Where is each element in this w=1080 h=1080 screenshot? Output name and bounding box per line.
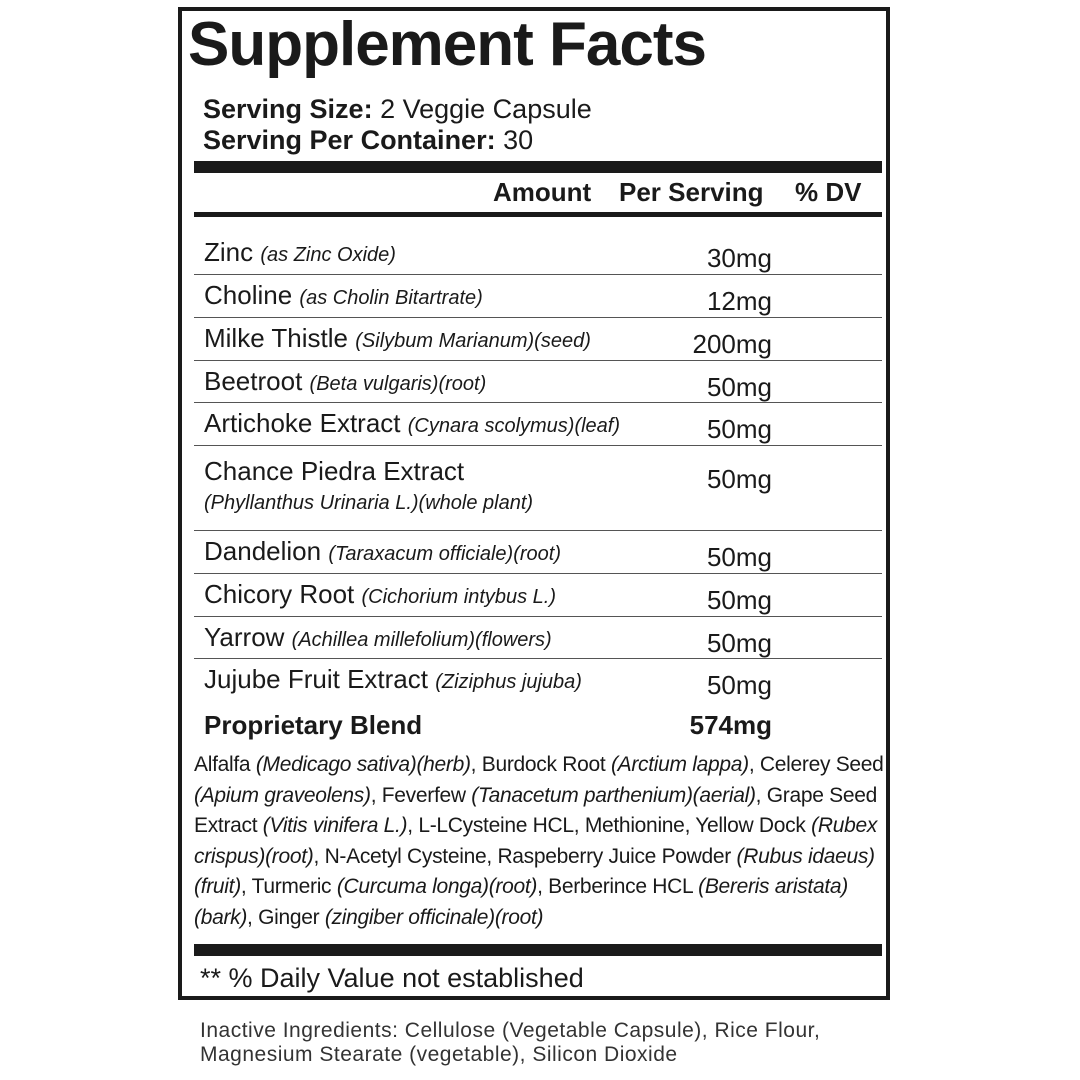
ingredient-name: [204, 368, 486, 394]
blend-item-name: N-Acetyl Cysteine: [324, 844, 487, 868]
servings-per-container-label: Serving Per Container:: [203, 125, 496, 155]
serving-size-value: 2 Veggie Capsule: [380, 94, 592, 124]
ingredient-amount: 50mg: [706, 372, 772, 402]
ingredient-source: (Cynara scolymus)(leaf): [407, 415, 621, 437]
ingredient-row: [194, 403, 882, 446]
blend-item-name: Feverfew: [381, 783, 466, 807]
ingredient-source: (Achillea millefolium)(flowers): [291, 629, 552, 651]
ingredient-amount: 200mg: [692, 329, 772, 359]
ingredient-source: (as Zinc Oxide): [260, 244, 396, 266]
serving-size: [203, 96, 592, 123]
ingredient-label: Chicory Root: [204, 579, 355, 609]
ingredient-row: [194, 275, 882, 318]
blend-item-name: Grape Seed Extract: [194, 783, 877, 837]
ingredient-label: Artichoke Extract: [204, 408, 401, 438]
serving-size-label: Serving Size:: [203, 94, 373, 124]
blend-item: [252, 875, 537, 898]
ingredient-row: [194, 232, 882, 275]
blend-item-name: Burdock Root: [481, 753, 606, 776]
blend-name: Proprietary Blend: [204, 710, 423, 740]
ingredient-label: Jujube Fruit Extract: [204, 664, 428, 694]
ingredient-name: [204, 624, 552, 650]
blend-item-name: L-LCysteine HCL: [418, 814, 574, 837]
blend-item: [418, 814, 573, 837]
ingredient-amount: 30mg: [706, 243, 772, 273]
blend-item-name: Yellow Dock: [695, 814, 806, 837]
blend-item-sci: (Tanacetum parthenium)(aerial): [471, 783, 756, 807]
ingredient-source: (as Cholin Bitartrate): [299, 287, 483, 309]
blend-item: [258, 906, 543, 929]
ingredient-source: (Taraxacum officiale)(root): [328, 543, 561, 565]
servings-per-container-value: 30: [503, 125, 534, 155]
blend-item-name: Turmeric: [251, 875, 332, 898]
panel-title: Supplement Facts: [188, 10, 706, 79]
ingredient-row: [194, 617, 882, 659]
ingredient-row: [194, 659, 882, 703]
ingredient-row: [194, 531, 882, 574]
ingredient-name: [204, 410, 620, 436]
ingredient-source: (Ziziphus jujuba): [435, 671, 582, 693]
header-amount: Amount: [493, 177, 592, 207]
ingredient-label: Chance Piedra Extract: [204, 456, 465, 486]
ingredient-name: [204, 325, 591, 351]
inactive-ingredients: Inactive Ingredients: Cellulose (Vegetable Capsule), Rice Flour, Magnesium Stearate (vegetable), Silicon Dioxide: [200, 1019, 821, 1066]
ingredient-source: (Cichorium intybus L.): [361, 586, 557, 608]
header-divider: [194, 212, 882, 217]
ingredient-row: [194, 574, 882, 617]
thick-divider-bottom: [194, 944, 882, 956]
ingredient-name: [204, 458, 464, 484]
blend-item-name: Celerey Seed: [759, 753, 884, 776]
header-per-serving: Per Serving: [619, 177, 764, 207]
ingredient-name: [204, 538, 561, 564]
ingredient-source: (Silybum Marianum)(seed): [355, 330, 591, 352]
ingredient-label: Dandelion: [204, 536, 322, 566]
blend-item: [585, 814, 685, 837]
ingredient-amount: 50mg: [706, 628, 772, 658]
blend-item-name: Berberince HCL: [548, 875, 693, 898]
ingredient-source: (Phyllanthus Urinaria L.)(whole plant): [204, 492, 534, 514]
ingredient-name: [204, 239, 396, 265]
ingredient-label: Milke Thistle: [204, 323, 349, 353]
blend-item-sci: (Bereris aristata)(bark): [194, 875, 848, 929]
blend-item-sci: (Rubus idaeus)(fruit): [194, 844, 875, 898]
ingredient-amount: 50mg: [706, 542, 772, 572]
blend-item-sci: (Vitis vinifera L.): [262, 814, 408, 837]
header-dv: % DV: [795, 177, 862, 207]
blend-ingredients: Alfalfa (Medicago sativa)(herb), Burdock Root (Arctium lappa), Celerey Seed (Apium graveolens), Feverfew (Tanacetum parthenium)(aerial), Grape Seed Extract (Vitis vinifera L.), L-LCysteine HCL, Methionine, Yellow Dock (Rubex crispus)(root), N-Acetyl Cysteine, Raspeberry Juice Powder (Rubus idaeus)(fruit), Turmeric (Curcuma longa)(root), Berberince HCL (Bereris aristata)(bark), Ginger (zingiber officinale)(root): [194, 753, 884, 929]
blend-amount: 574mg: [689, 710, 772, 740]
ingredient-amount: 50mg: [706, 585, 772, 615]
ingredient-name: [204, 581, 556, 607]
thick-divider-top: [194, 161, 882, 173]
blend-item: [482, 753, 749, 776]
ingredient-source: (Beta vulgaris)(root): [309, 373, 487, 395]
ingredient-label: Beetroot: [204, 366, 303, 396]
ingredient-label: Yarrow: [204, 622, 285, 652]
blend-item-sci: (zingiber officinale)(root): [324, 905, 544, 929]
ingredient-amount: 50mg: [706, 670, 772, 700]
blend-item-name: Raspeberry Juice Powder: [497, 844, 731, 868]
ingredient-row: [194, 318, 882, 361]
footnote: ** % Daily Value not established: [200, 963, 584, 993]
blend-item-sci: (Arctium lappa): [610, 753, 749, 776]
ingredient-row: [194, 446, 882, 531]
blend-item-sci: (Rubex crispus)(root): [194, 814, 878, 868]
blend-item-sci: (Curcuma longa)(root): [336, 875, 538, 898]
ingredient-label: Choline: [204, 280, 293, 310]
ingredient-name: [204, 282, 483, 308]
blend-item-name: Methionine: [584, 814, 685, 837]
blend-item-sci: (Apium graveolens): [194, 783, 371, 807]
blend-item-name: Ginger: [258, 905, 320, 929]
ingredient-row: [194, 361, 882, 403]
servings-per-container: [203, 127, 533, 154]
blend-item: [382, 784, 756, 807]
blend-item: [194, 753, 471, 776]
ingredient-amount: 12mg: [706, 286, 772, 316]
ingredient-amount: 50mg: [706, 414, 772, 444]
ingredient-label: Zinc: [204, 237, 254, 267]
blend-item-name: Alfalfa: [194, 753, 251, 776]
blend-item-sci: (Medicago sativa)(herb): [255, 753, 471, 776]
ingredient-name: [204, 666, 582, 692]
blend-item: [325, 845, 487, 868]
ingredient-amount: 50mg: [706, 464, 772, 494]
